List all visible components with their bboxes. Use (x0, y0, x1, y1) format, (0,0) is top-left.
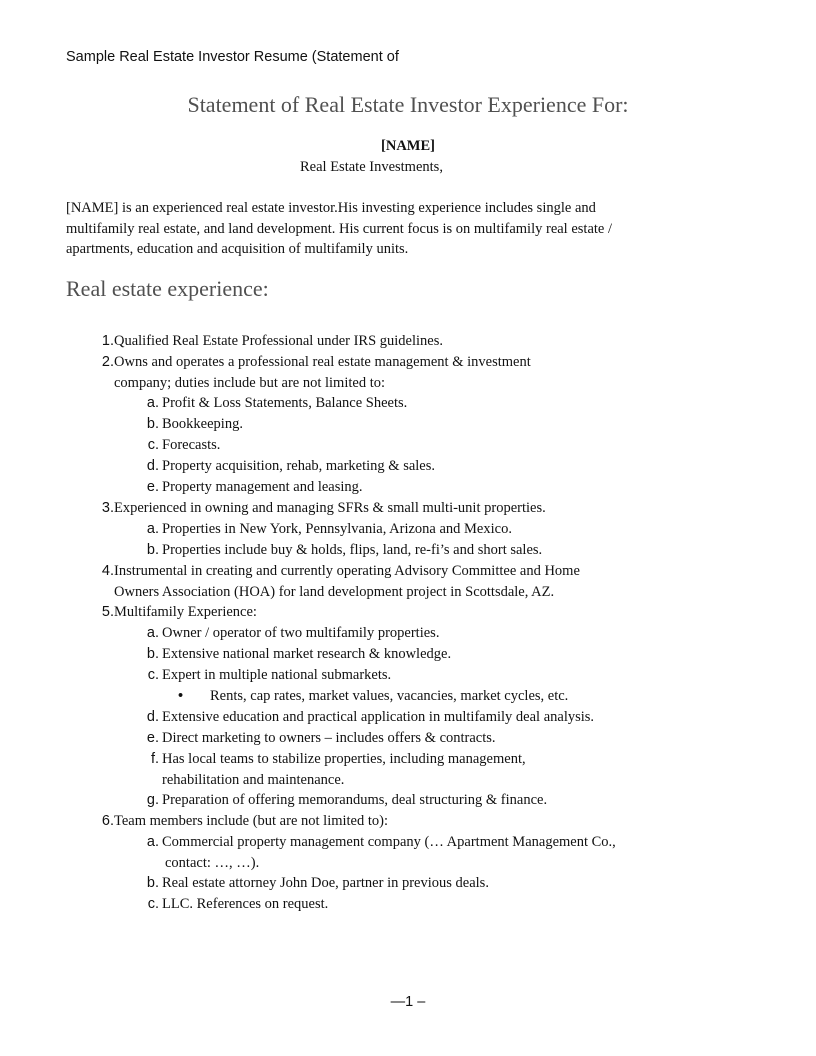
sub-list-item (0, 832, 816, 853)
sub-list-item (0, 435, 816, 456)
experience-list (0, 331, 816, 915)
sub-list-item (0, 393, 816, 414)
sub-list-item (0, 540, 816, 561)
list-item (0, 811, 816, 832)
list-item (0, 498, 816, 519)
list-letter: b. (146, 416, 159, 432)
sub-list-item-text: Extensive education and practical application in multifamily deal analysis. (162, 709, 595, 725)
sub-list-item-text: Owner / operator of two multifamily properties. (162, 625, 440, 641)
sub-list-item-text: Extensive national market research & knowledge. (162, 646, 452, 662)
bullet-icon: • (178, 688, 184, 704)
section-heading: Real estate experience: (66, 276, 269, 301)
running-header: Sample Real Estate Investor Resume (Statement of (66, 49, 399, 65)
list-letter: a. (146, 395, 159, 411)
list-letter: g. (146, 792, 159, 808)
intro-line: [NAME] is an experienced real estate investor.His investing experience includes single and (66, 200, 596, 216)
list-item (0, 561, 816, 582)
sub-list-item-text: rehabilitation and maintenance. (162, 772, 345, 788)
sub-list-item-text: contact: …, …). (165, 855, 260, 871)
sub-list-item-text: Properties in New York, Pennsylvania, Arizona and Mexico. (162, 521, 512, 537)
sub-list-item (0, 873, 816, 894)
list-item-continuation (0, 582, 816, 602)
list-letter: d. (146, 458, 159, 474)
list-item-text: Team members include (but are not limited to): (114, 813, 388, 829)
list-item (0, 602, 816, 623)
sub-list-item-text: LLC. References on request. (162, 896, 329, 912)
bullet-item-text: Rents, cap rates, market values, vacancies, market cycles, etc. (210, 688, 569, 704)
list-letter: e. (146, 730, 159, 746)
list-item-text: Experienced in owning and managing SFRs & small multi-unit properties. (114, 500, 546, 516)
company-name: Real Estate Investments, (300, 159, 443, 175)
list-number: 3. (101, 500, 114, 516)
sub-list-item (0, 623, 816, 644)
sub-list-item-continuation (0, 853, 816, 873)
list-number: 6. (101, 813, 114, 829)
sub-list-item (0, 749, 816, 770)
sub-list-item-text: Preparation of offering memorandums, deal structuring & finance. (162, 792, 548, 808)
sub-list-item-continuation (0, 770, 816, 790)
sub-list-item (0, 414, 816, 435)
sub-list-item (0, 728, 816, 749)
list-number: 2. (101, 354, 114, 370)
list-letter: d. (146, 709, 159, 725)
sub-list-item (0, 477, 816, 498)
sub-list-item-text: Expert in multiple national submarkets. (162, 667, 392, 683)
intro-paragraph (66, 198, 726, 260)
intro-line: multifamily real estate, and land development. His current focus is on multifamily real estate / (66, 220, 613, 237)
list-item (0, 331, 816, 352)
sub-list-item-text: Forecasts. (162, 437, 221, 453)
sub-list-item-text: Direct marketing to owners – includes offers & contracts. (162, 730, 496, 746)
sub-list-item-text: Has local teams to stabilize properties, including management, (162, 751, 526, 767)
sub-list-item-text: Real estate attorney John Doe, partner in previous deals. (162, 875, 489, 891)
intro-line: apartments, education and acquisition of multifamily units. (66, 241, 409, 257)
sub-list-item-text: Properties include buy & holds, flips, land, re-fi’s and short sales. (162, 542, 543, 558)
list-letter: e. (146, 479, 159, 495)
sub-list-item (0, 707, 816, 728)
list-letter: b. (146, 875, 159, 891)
sub-list-item-text: Profit & Loss Statements, Balance Sheets. (162, 395, 408, 411)
list-number: 4. (101, 563, 114, 579)
document-title: Statement of Real Estate Investor Experience For: (187, 92, 629, 117)
list-item (0, 352, 816, 373)
list-number: 1. (101, 333, 114, 349)
list-item-text: Multifamily Experience: (114, 604, 257, 620)
sub-list-item (0, 519, 816, 540)
sub-list-item-text: Property management and leasing. (162, 479, 363, 495)
list-item-text: Instrumental in creating and currently operating Advisory Committee and Home (114, 563, 580, 579)
list-item-text: company; duties include but are not limited to: (114, 375, 386, 391)
investor-name: [NAME] (381, 138, 435, 154)
list-item-text: Owns and operates a professional real estate management & investment (114, 354, 531, 370)
sub-list-item (0, 644, 816, 665)
bullet-list-item (0, 686, 816, 707)
list-letter: f. (150, 751, 159, 767)
sub-list-item-text: Bookkeeping. (162, 416, 243, 432)
list-letter: b. (146, 542, 159, 558)
list-letter: c. (147, 667, 159, 683)
sub-list-item-text: Property acquisition, rehab, marketing & sales. (162, 458, 436, 474)
sub-list-item (0, 456, 816, 477)
list-item-text: Owners Association (HOA) for land development project in Scottsdale, AZ. (114, 584, 555, 600)
sub-list-item (0, 894, 816, 915)
list-number: 5. (101, 604, 114, 620)
sub-list-item (0, 790, 816, 811)
list-letter: c. (147, 437, 159, 453)
list-letter: b. (146, 646, 159, 662)
list-letter: a. (146, 625, 159, 641)
page-number: —1 – (390, 994, 426, 1010)
sub-list-item (0, 665, 816, 686)
list-item-text: Qualified Real Estate Professional under IRS guidelines. (114, 333, 443, 349)
list-item-continuation (0, 373, 816, 393)
list-letter: c. (147, 896, 159, 912)
list-letter: a. (146, 834, 159, 850)
sub-list-item-text: Commercial property management company (… Apartment Management Co., (162, 834, 616, 850)
list-letter: a. (146, 521, 159, 537)
